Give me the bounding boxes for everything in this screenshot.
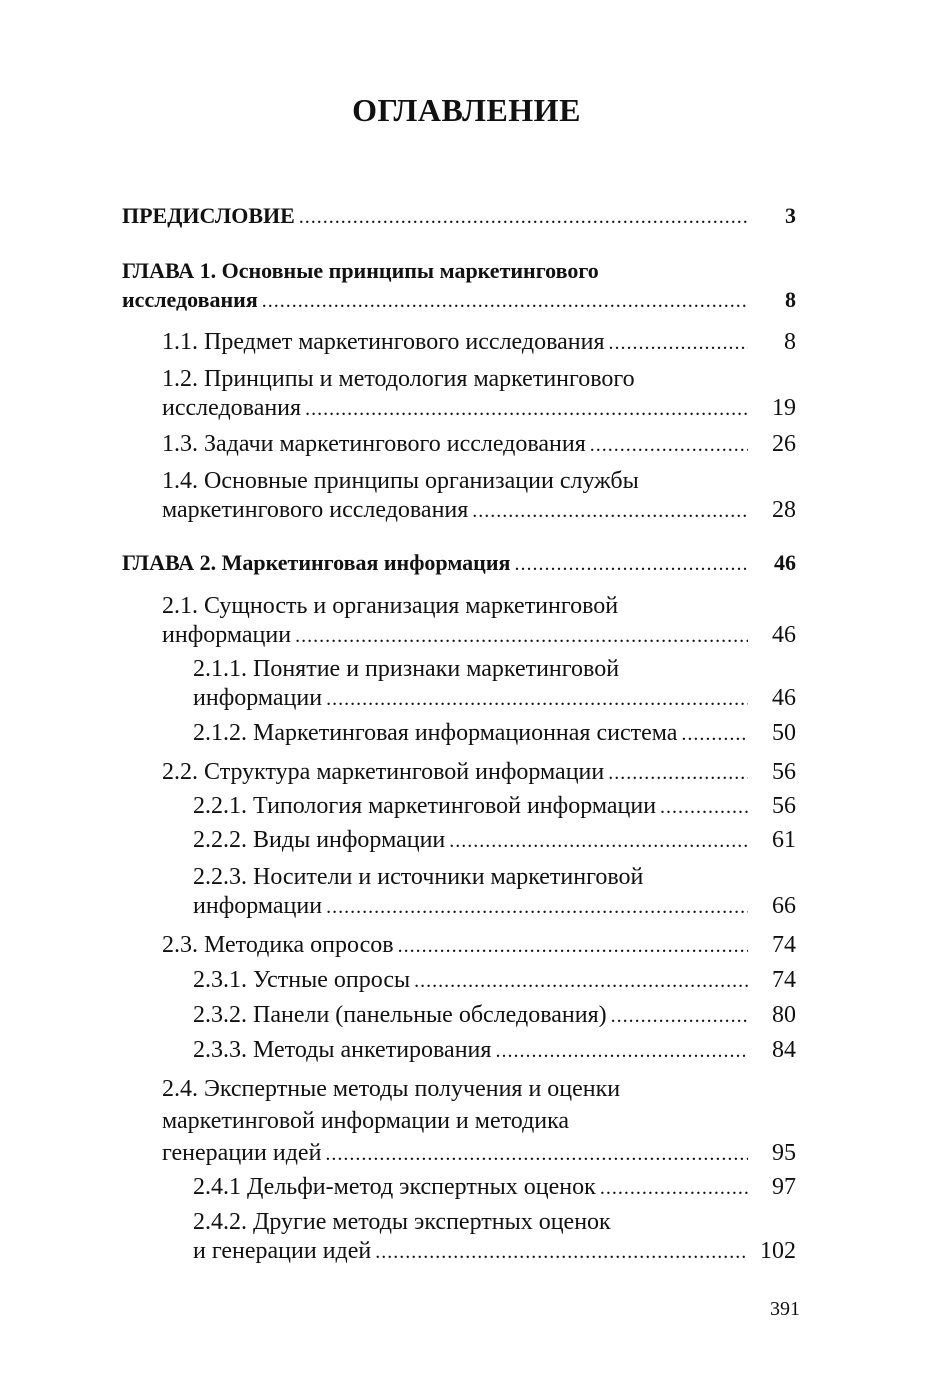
toc-entry-title: 2.3.3. Методы анкетирования xyxy=(193,1037,492,1063)
dot-leader xyxy=(326,892,748,921)
toc-entry-title: 2.1.2. Маркетинговая информационная система xyxy=(193,720,678,746)
toc-page-number: 80 xyxy=(772,1002,796,1028)
toc-entry-title: 1.4. Основные принципы организации службы xyxy=(162,468,639,494)
toc-entry-title: 1.2. Принципы и методология маркетингового xyxy=(162,366,635,392)
dot-leader xyxy=(590,430,748,459)
toc-entry-last-line xyxy=(122,285,748,315)
toc-entry-title: и генерации идей xyxy=(193,1238,372,1264)
toc-entry-title: ГЛАВА 2. Маркетинговая информация xyxy=(122,550,511,575)
toc-entry-last-line xyxy=(193,825,748,855)
dot-leader xyxy=(681,719,748,748)
toc-entry-title: 2.1. Сущность и организация маркетинговой xyxy=(162,593,619,619)
toc-entry-title: информации xyxy=(193,685,323,711)
toc-entry-title: исследования xyxy=(122,287,258,312)
dot-leader xyxy=(660,792,748,821)
toc-entry-last-line xyxy=(193,683,748,713)
toc-entry-title: маркетинговой информации и методика xyxy=(162,1108,570,1134)
toc-entry-title: 1.3. Задачи маркетингового исследования xyxy=(162,431,586,457)
toc-entry-title: 2.3.2. Панели (панельные обследования) xyxy=(193,1002,607,1028)
dot-leader xyxy=(414,966,748,995)
page-title: ОГЛАВЛЕНИЕ xyxy=(352,92,581,128)
toc-entry-last-line xyxy=(162,429,748,459)
toc-page-number: 74 xyxy=(772,967,796,993)
toc-page-number: 66 xyxy=(772,893,796,919)
dot-leader xyxy=(495,1036,748,1065)
dot-leader xyxy=(449,826,748,855)
toc-entry-last-line xyxy=(162,327,748,357)
dot-leader xyxy=(472,496,748,525)
dot-leader xyxy=(398,931,748,960)
toc-page-number: 97 xyxy=(772,1174,796,1200)
toc-entry-last-line xyxy=(162,1138,748,1168)
toc-entry-title: 2.2.2. Виды информации xyxy=(193,827,446,853)
toc-page-number: 8 xyxy=(784,329,796,355)
dot-leader xyxy=(305,394,748,423)
toc-entry-title: генерации идей xyxy=(162,1140,322,1166)
toc-entry-title: 2.3.1. Устные опросы xyxy=(193,967,411,993)
toc-entry-last-line xyxy=(162,620,748,650)
toc-page-number: 61 xyxy=(772,827,796,853)
toc-page-number: 84 xyxy=(772,1037,796,1063)
toc-entry-title: 2.3. Методика опросов xyxy=(162,932,394,958)
page-number: 391 xyxy=(770,1298,800,1320)
toc-entry-title: ГЛАВА 1. Основные принципы маркетингового xyxy=(122,258,599,283)
toc-page-number: 102 xyxy=(760,1238,796,1264)
dot-leader xyxy=(600,1173,748,1202)
toc-entry-last-line xyxy=(193,1172,748,1202)
toc-entry-title: 2.4.1 Дельфи-метод экспертных оценок xyxy=(193,1174,596,1200)
toc-page-number: 56 xyxy=(772,759,796,785)
toc-page-number: 74 xyxy=(772,932,796,958)
dot-leader xyxy=(514,549,748,578)
dot-leader xyxy=(262,286,748,315)
toc-page-number: 8 xyxy=(785,287,796,312)
toc-entry-last-line xyxy=(193,965,748,995)
toc-entry-last-line xyxy=(193,1000,748,1030)
toc-page-number: 56 xyxy=(772,793,796,819)
dot-leader xyxy=(608,758,748,787)
toc-entry-last-line xyxy=(162,495,748,525)
toc-entry-title: исследования xyxy=(162,395,302,421)
toc-entry-last-line xyxy=(162,757,748,787)
dot-leader xyxy=(299,202,748,231)
toc-entry-title: ПРЕДИСЛОВИЕ xyxy=(122,203,295,228)
toc-entry-last-line xyxy=(193,891,748,921)
toc-entry-last-line xyxy=(122,201,748,231)
toc-entry-last-line xyxy=(193,1236,748,1266)
toc-page-number: 3 xyxy=(785,203,796,228)
toc-entry-title: маркетингового исследования xyxy=(162,497,469,523)
toc-page-number: 19 xyxy=(772,395,796,421)
toc-entry-last-line xyxy=(193,1035,748,1065)
toc-page-number: 50 xyxy=(772,720,796,746)
toc-page-number: 46 xyxy=(772,685,796,711)
toc-entry-title: 2.2.3. Носители и источники маркетинговой xyxy=(193,864,644,890)
toc-page-number: 26 xyxy=(772,431,796,457)
toc-entry-title: 2.2.1. Типология маркетинговой информации xyxy=(193,793,657,819)
toc-entry-title: информации xyxy=(193,893,323,919)
dot-leader xyxy=(325,1139,748,1168)
dot-leader xyxy=(611,1001,748,1030)
toc-entry-last-line xyxy=(162,393,748,423)
toc-entry-last-line xyxy=(162,930,748,960)
toc-entry-title: 2.4. Экспертные методы получения и оценки xyxy=(162,1076,621,1102)
toc-entry-title: информации xyxy=(162,622,292,648)
toc-page-number: 46 xyxy=(772,622,796,648)
toc-page-number: 28 xyxy=(772,497,796,523)
toc-entry-last-line xyxy=(193,791,748,821)
toc-entry-title: 2.2. Структура маркетинговой информации xyxy=(162,759,605,785)
dot-leader xyxy=(609,328,749,357)
toc-page-number: 95 xyxy=(772,1140,796,1166)
dot-leader xyxy=(375,1237,748,1266)
toc-entry-title: 1.1. Предмет маркетингового исследования xyxy=(162,329,605,355)
toc-entry-last-line xyxy=(122,548,748,578)
dot-leader xyxy=(295,621,748,650)
toc-entry-title: 2.1.1. Понятие и признаки маркетинговой xyxy=(193,656,620,682)
dot-leader xyxy=(326,684,748,713)
toc-entry-last-line xyxy=(193,718,748,748)
toc-entry-title: 2.4.2. Другие методы экспертных оценок xyxy=(193,1209,611,1235)
toc-page-number: 46 xyxy=(774,550,796,575)
